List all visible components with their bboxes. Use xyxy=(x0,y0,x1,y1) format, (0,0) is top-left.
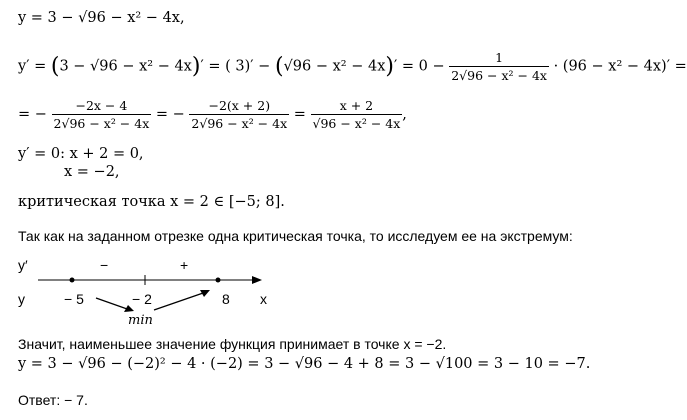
fraction-4: $\frac{x + 2}{\text{√96 − x² − 4x}}$ xyxy=(312,98,401,131)
min-label: min xyxy=(128,313,153,328)
line-critical-eq: y′ = 0: x + 2 = 0, xyxy=(18,146,144,162)
arrow-up xyxy=(154,292,206,310)
derivative-e: · (96 − x² − 4x)′ = xyxy=(553,58,687,75)
point-left xyxy=(70,278,75,283)
tick-mid-label: − 2 xyxy=(132,291,152,307)
yprime-label: y′ xyxy=(18,257,28,273)
paren-open: ( xyxy=(50,54,60,79)
derivative-inner-c: √96 − x² − 4x xyxy=(283,58,386,75)
axis-arrow xyxy=(252,276,262,284)
tick-right-label: 8 xyxy=(222,291,230,307)
line-derivative: y′ = (3 − √96 − x² − 4x)′ = ( 3)′ − (√96 − x² − 4x)′ = 0 − $\frac{1}{\text{2√96 − x² − 4x}}$ · (96 − x² − 4x)′ = xyxy=(18,50,687,83)
point-right xyxy=(216,278,221,283)
arrow-down xyxy=(96,298,130,310)
line-critical-x: x = −2, xyxy=(64,164,120,180)
derivative-d: = 0 − xyxy=(397,58,445,75)
y-label: y xyxy=(18,291,25,307)
plus-sign: + xyxy=(180,257,189,273)
derivative-lhs: y′ = xyxy=(18,58,51,75)
paren-close-2: ) xyxy=(385,54,394,79)
minus-sign: − xyxy=(100,257,109,273)
line-function: y = 3 − √96 − x² − 4x, xyxy=(18,10,185,26)
axis-x-label: x xyxy=(260,291,267,307)
line-simplify: = − $\frac{-2x - 4}{\text{2√96 − x² − 4x}}$ = − $\frac{-2(x + 2)}{\text{2√96 − x² − 4x}}$ = $\frac{x + 2}{\text{√96 − x² − 4x}}$ , xyxy=(18,98,407,131)
tick-left-label: − 5 xyxy=(64,291,84,307)
sign-diagram xyxy=(0,252,600,330)
paren-close: ) xyxy=(191,54,201,79)
fraction-1: $\frac{1}{\text{2√96 − x² − 4x}}$ xyxy=(451,50,547,83)
fraction-3: $\frac{-2(x + 2)}{\text{2√96 − x² − 4x}}$ xyxy=(191,98,288,131)
line-evaluation: y = 3 − √96 − (−2)² − 4 · (−2) = 3 − √96 − 4 + 8 = 3 − √100 = 3 − 10 = −7. xyxy=(18,356,591,372)
fraction-2: $\frac{-2x - 4}{\text{2√96 − x² − 4x}}$ xyxy=(53,98,150,131)
line-answer: Ответ: − 7. xyxy=(18,392,88,408)
line-conclusion: Значит, наименьшее значение функция принимает в точке x = −2. xyxy=(18,336,447,352)
derivative-b: = ( 3)′ − xyxy=(203,58,275,75)
line-critical-point: критическая точка x = 2 ∈ [−5; 8]. xyxy=(18,194,285,210)
line-intro-extremum: Так как на заданном отрезке одна критическая точка, то исследуем ее на экстремум: xyxy=(18,228,573,244)
paren-open-2: ( xyxy=(274,54,284,79)
derivative-inner-a: 3 − √96 − x² − 4x xyxy=(59,58,192,75)
